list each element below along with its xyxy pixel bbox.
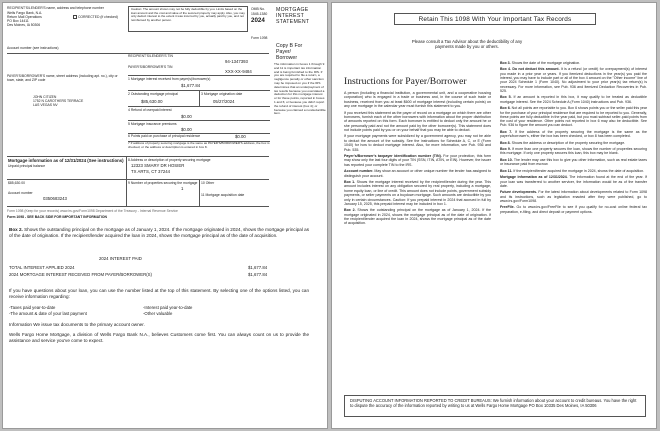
instruction-text: The lender may use this box to give you other information, such as real estate taxes or insurance paid from escrow.: [500, 157, 647, 167]
box5-label: 5 Mortgage insurance premiums: [128, 122, 177, 126]
rule: [128, 75, 270, 76]
instruction-text: For your protection, this form may show only the last four digits of your TIN (SSN, ITIN, ATIN, or EIN). However, the issuer has reported your complete TIN to the IRS.: [344, 154, 492, 167]
payer-name: JOHN CITIZEN: [33, 95, 57, 99]
instruction-paragraph: [344, 134, 491, 151]
dispute-text: DISPUTING ACCOUNT INFORMATION REPORTED TO CREDIT BUREAUS: We furnish information about your account to credit bureaus. You have the right to dispute the accuracy of the information reported by writing to us at Wells Fargo Home Mortgage PO Box 10335 Des Moines, IA 50306: [350, 398, 637, 408]
form-title-line-1: MORTGAGE: [276, 7, 309, 13]
instruction-text: If the address of the property securing the mortgage is the same as the payer's/borrower's, either the box has been checked, or box 8 has been completed.: [500, 129, 647, 139]
instruction-text: For the latest information about developments related to Form 1098 and its instructions, such as legislation enacted after they were published, go to www.irs.gov/Form1098.: [500, 190, 647, 203]
account-number-value: 0350683243: [43, 196, 67, 201]
form-number: 1098: [259, 36, 268, 40]
omb-number: 1545-1380: [251, 12, 268, 16]
retain-banner: [394, 13, 596, 25]
see-back-notice: Form 1098 - SEE BACK SIDE FOR IMPORTANT INFORMATION: [7, 215, 107, 219]
instruction-text: If your mortgage payments were subsidized by a government agency, you may not be able to deduct the amount of the subsidy. See the instructions for Schedule A, C, or E (Form 1040) for how to deduct mortgage interest. Also, for more information, see Pub. 936 and Pub. 535.: [344, 134, 491, 152]
instruction-text: Not all points are reportable to you. Box 6 shows points you or the seller paid this year for the purchase of your principal residence that are required to be reported to you. Generally, these points are fully deductible in the year paid, but you must subtract seller-paid points from the cost of your residence. Other points not reported in box 6 may also be deductible. See Pub. 936 to figure the amount you can deduct.: [500, 106, 647, 128]
copy-line-1: Copy B For: [276, 43, 303, 49]
instruction-heading: FreeFile.: [500, 205, 517, 210]
instruction-text: A person (including a financial institution, a governmental unit, and a cooperative housing corporation) who is engaged in a trade or business and, in the course of such trade or business, received from you at least $600 of mortgage interest (including certain points) on any one mortgage in the calendar year must furnish this statement to you.: [344, 91, 491, 109]
instruction-text: If more than one property secures the loan, shows the number of properties securing this mortgage. If only one property secures this loan, this box may be blank.: [500, 147, 647, 156]
instruction-paragraph: [344, 111, 491, 133]
instruction-heading: Future developments.: [500, 190, 539, 195]
instructions-title: Instructions for Payer/Borrower: [344, 76, 467, 87]
instruction-paragraph: [500, 95, 647, 104]
instruction-paragraph: [344, 208, 491, 225]
instruction-text: If an amount is reported in this box, it may qualify to be treated as deductible mortgage interest. See the 2024 Schedule A (Form 1040) instructions and Pub. 936.: [500, 95, 647, 104]
corrected-label: CORRECTED (if checked): [77, 15, 118, 19]
instruction-text: Shows the date of the mortgage origination.: [511, 61, 581, 65]
instruction-text: Go to www.irs.gov/FreeFile to see if you qualify for no-cost online federal tax preparation, e-filing, and direct deposit or payment options.: [500, 205, 647, 214]
box10-label: 10 Other: [201, 181, 215, 185]
rule: [128, 120, 270, 121]
instruction-paragraph: [344, 91, 491, 108]
instruction-heading: Account number.: [344, 169, 375, 174]
copy-line-2: Payer/: [276, 49, 291, 56]
lender-name: Wells Fargo Bank, N.A.: [7, 11, 43, 15]
instruction-paragraph: [500, 141, 647, 145]
instruction-paragraph: [500, 175, 647, 188]
instruction-paragraph: [500, 158, 647, 167]
unpaid-principal-label: Unpaid principal balance: [8, 164, 46, 168]
instruction-heading: Box 6.: [500, 106, 512, 111]
instruction-text: Shows the address or description of the property securing the mortgage.: [511, 140, 626, 145]
unpaid-principal-value: $85,630.00: [8, 181, 25, 185]
instruction-text: Shows the mortgage interest received by the recipient/lender during the year. This amount includes interest on any obligation secured by real property, including a mortgage, home equity loan, or line of credit. This amount does not include points, government subsidy payments, or seller payments on a buydown mortgage. Such amounts are deductible by you only in certain circumstances. Caution: If you prepaid interest in 2024 that accrued in full by January 15, 2025, this prepaid interest may be included in box 1.: [344, 180, 491, 206]
caution-box: [128, 6, 248, 32]
instruction-heading: Box 9.: [500, 147, 512, 152]
instructions-column-2: [500, 61, 647, 216]
box8-line1: 12323 SMARY DR HOSIER: [131, 163, 185, 168]
instruction-paragraph: [500, 61, 647, 65]
instruction-paragraph: [500, 147, 647, 156]
tin-value: 94-1347393: [225, 59, 248, 64]
instruction-paragraph: [344, 180, 491, 206]
rule: [199, 90, 200, 106]
instruction-paragraph: [344, 169, 491, 178]
rule: [126, 156, 127, 206]
tin-label: RECIPIENT'S/LENDER'S TIN: [128, 54, 173, 58]
recipient-header: RECIPIENT'S/LENDER'S name, address and telephone number: [7, 6, 104, 10]
instruction-heading: Box 7.: [500, 129, 515, 134]
instruction-heading: Box 3.: [500, 61, 512, 65]
payer-tin-label: PAYER'S/BORROWER'S TIN: [128, 65, 173, 69]
box2-para-text: Shows the outstanding principal on the mortgage as of January 1, 2024. If the mortgage originated in 2024, shows the mortgage principal as of the date of origination. If the recipient/lender acquired the loan in 2024, shows the mortgage principal as of the date of acquisition.: [9, 227, 309, 238]
caution-text: Caution: The amount shown may not be fully deductible by you. Limits based on the loan amount and the cost and value of the secured property may apply. Also, you may only deduct interest to the extent it was incurred by you, actually paid by you, and not reimbursed by another person.: [131, 7, 245, 22]
box1-label: 1 Mortgage interest received from payer(s)/borrower(s): [128, 77, 211, 81]
dispute-box: [344, 395, 646, 417]
instruction-heading: Box 11.: [500, 168, 514, 173]
instruction-text: If you received this statement as the payer of record on a mortgage on which there are other borrowers, furnish each of the other borrowers with information about the proper distribution of amounts reported on this form. Each borrower is entitled to deduct only the amount he or she personally paid and not the amount paid by the other borrower(s). This statement does not include points paid by you or on your behalf that you may be able to deduct.: [344, 110, 491, 132]
consult-note: [352, 39, 582, 49]
instruction-heading: Box 8.: [500, 140, 512, 145]
lender-city: Des Moines, IA 50306: [7, 23, 41, 27]
instruction-text: The information found at the end of the year. If your loan was transferred to another servicer, the information would be as of the transfer date.: [500, 175, 647, 188]
box1-value: $1,677.84: [181, 83, 201, 88]
instruction-heading: Box 4. Do not deduct this amount.: [500, 67, 561, 72]
box8-label: 8 Address or description of property securing mortgage: [128, 158, 211, 162]
consult-line-1: Please consult a Tax Advisor about the deductibility of any: [411, 39, 523, 44]
consult-line-2: payments made by you or others.: [435, 44, 499, 50]
box9-label: 9 Number of properties securing the mortgage: [128, 181, 198, 185]
box7-label: 7 If address of property securing mortgage is the same as PAYER'S/BORROWER'S address, the box is checked, or the address or description is entered in box 8.: [128, 141, 270, 149]
form-title-line-2: INTEREST: [276, 13, 305, 20]
omb-label: OMB No.: [251, 7, 265, 11]
box4-label: 4 Refund of overpaid interest: [128, 108, 172, 112]
instruction-paragraph: [500, 67, 647, 93]
instruction-heading: Payer's/Borrower's taxpayer identification number (TIN).: [344, 154, 444, 159]
instruction-paragraph: [500, 190, 647, 203]
instruction-heading: Box 10.: [500, 157, 514, 162]
box8-line2: TX ARTS, CT 37244: [131, 169, 171, 174]
lender-dept: Return Mail Operations: [7, 15, 42, 19]
interest-row-2-label: 2024 MORTGAGE INTEREST RECEIVED FROM PAYER/BORROWER(S): [9, 272, 152, 277]
instructions-column-1: [344, 91, 491, 228]
account-number-label: Account number: [8, 191, 33, 195]
instruction-heading: Box 2.: [344, 208, 358, 213]
rule: [199, 179, 200, 206]
payer-header: PAYER'S/BORROWER'S name, street address (including apt. no.), city or town, state, and ZIP code: [7, 74, 118, 83]
box2-paragraph: [9, 227, 309, 238]
mortgage-info-heading: Mortgage information as of 12/31/2024 (See instructions): [8, 158, 124, 163]
option-3: -The amount & date of your last payment: [9, 311, 87, 316]
form-page: [2, 2, 328, 429]
box9-value: 1: [181, 186, 184, 191]
rule: [7, 206, 269, 207]
back-page: [331, 2, 657, 429]
notice-paragraph: Information We issue tax documents to the primary account owner.: [9, 322, 145, 327]
instruction-text: It is a refund (or credit) for overpayment(s) of interest you made in a prior year or years. If you itemized deductions in the year(s) you paid the interest, you may have to include part or all of the box 4 amount on the "Other income" line of your 2024 Schedule 1 (Form 1040). No adjustment to your prior year(s) tax return(s) is necessary. For more information, see Pub. 936 and Itemized Deduction Recoveries in Pub. 525.: [500, 67, 647, 93]
box3-label: 3 Mortgage origination date: [201, 92, 243, 96]
form-title: [276, 7, 309, 26]
option-2: -Interest paid year-to-date: [143, 305, 193, 310]
rule: [7, 156, 269, 157]
payer-street: 1752 N CAROTHERS TERRACE: [33, 99, 84, 103]
box4-value: $0.00: [181, 114, 192, 119]
questions-paragraph: If you have questions about your loan, you can use the number listed at the top of this statement. By selecting one of the options listed, you can receive information regarding:: [9, 288, 309, 299]
instruction-text: May show an account or other unique number the lender has assigned to distinguish your account.: [344, 169, 491, 178]
interest-row-1-label: TOTAL INTEREST APPLIED 2024: [9, 265, 75, 270]
box6-label: 6 Points paid on purchase of principal residence: [128, 134, 201, 138]
corrected-checkbox-wrap: [73, 15, 118, 19]
instruction-heading: Box 1.: [344, 180, 357, 185]
lender-po: PO Box 14411: [7, 19, 29, 23]
form-title-line-3: STATEMENT: [276, 19, 310, 26]
instruction-paragraph: [500, 205, 647, 214]
interest-row-2-value: $1,677.84: [248, 272, 268, 277]
option-4: -Other valuable: [143, 311, 173, 316]
instruction-text: Shows the outstanding principal on the mortgage as of January 1, 2024. If the mortgage originated in 2024, shows the mortgage principal as of the date of origination. If the recipient/lender acquired the loan in 2024, shows the mortgage principal as of the date of acquisition.: [344, 208, 491, 226]
box11-label: 11 Mortgage acquisition date: [201, 193, 245, 197]
form-number-wrap: [251, 36, 267, 40]
option-1: -Taxes paid year-to-date: [9, 305, 56, 310]
box6-value: $0.00: [235, 134, 246, 139]
copy-b-label: [276, 43, 302, 62]
instruction-text: If the recipient/lender acquired the mortgage in 2024, shows the date of acquisition.: [513, 168, 645, 173]
payer-tin-value: XXX-XX-9484: [225, 69, 252, 74]
form-label: Form: [251, 36, 259, 40]
wells-fargo-paragraph: Wells Fargo Home Mortgage, a division of Wells Fargo Bank N.A., believes Customers come first. You can always count on us to provide the assistance and service you've come to expect.: [9, 332, 309, 343]
box2-para-title: Box 2.: [9, 227, 23, 232]
instruction-paragraph: [500, 106, 647, 127]
retain-banner-text: Retain This 1098 With Your Important Tax Records: [418, 16, 572, 23]
interest-paid-label: 2024 INTEREST PAID: [99, 256, 142, 261]
box3-value: 05/27/2024: [213, 99, 235, 104]
account-box-label: Account number (see instructions): [7, 46, 59, 50]
copy-note: The information in boxes 1 through 9 and 11 is important tax information and is being furnished to the IRS. If you are required to file a return, a negligence penalty or other sanction may be imposed on you if the IRS determines that an underpayment of tax results because you overstated a deduction for this mortgage interest or for these points, reported in boxes 1 and 6; or because you didn't report the refund of interest (box 4); or because you claimed a nondeductible item.: [274, 62, 326, 116]
payer-city: LAS VEGAS NV: [33, 103, 58, 107]
box5-value: $0.00: [181, 127, 192, 132]
corrected-checkbox[interactable]: [73, 15, 77, 19]
box2-label: 2 Outstanding mortgage principal: [128, 92, 178, 96]
rule: [7, 179, 269, 180]
rule: [128, 106, 270, 107]
tax-year: 2024: [251, 17, 265, 24]
instruction-heading: Box 5.: [500, 95, 514, 100]
interest-row-1-value: $1,677.84: [248, 265, 268, 270]
box2-value: $85,630.00: [141, 99, 163, 104]
instruction-paragraph: [344, 154, 491, 167]
instruction-heading: Mortgage information as of 12/31/2024.: [500, 175, 570, 180]
copy-line-3: Borrower: [276, 55, 298, 62]
instruction-paragraph: [500, 169, 647, 173]
instruction-paragraph: [500, 130, 647, 139]
form-footer: Form 1098 (Keep for your records) www.irs.gov/Form1098 Department of the Treasury - Internal Revenue Service: [7, 209, 178, 213]
